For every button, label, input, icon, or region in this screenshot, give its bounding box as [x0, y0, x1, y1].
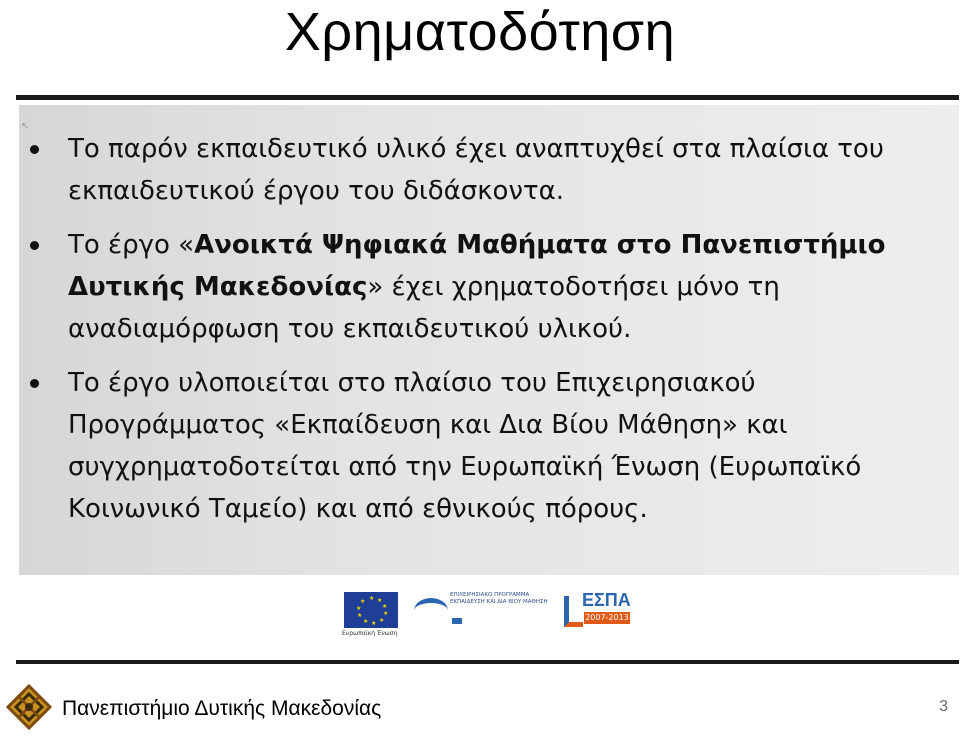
- espa-mark-icon: [564, 596, 583, 627]
- espa-logo: [564, 590, 634, 636]
- bullet-text: Το παρόν εκπαιδευτικό υλικό έχει αναπτυχθεί στα πλαίσια του εκπαιδευτικού έργου του διδάσκοντα.: [68, 134, 884, 206]
- footer-university: Πανεπιστήμιο Δυτικής Μακεδονίας: [62, 697, 382, 720]
- panel-corner-mark: ↖: [21, 121, 30, 132]
- eu-flag-icon: ★ ★ ★ ★ ★ ★ ★ ★ ★ ★: [344, 592, 398, 628]
- university-emblem-icon: [6, 684, 52, 730]
- bullet-dot-icon: [30, 241, 39, 250]
- bullet-dot-icon: [30, 145, 39, 154]
- bullet-item: [30, 128, 930, 212]
- bullet-text-part: » έχει χρηματοδοτήσει μόνο τη αναδιαμόρφωση του εκπαιδευτικού υλικού.: [68, 272, 780, 344]
- eu-caption: Ευρωπαϊκή Ένωση: [342, 630, 398, 637]
- title-divider: [16, 95, 959, 100]
- bullet-list: [30, 128, 930, 542]
- slide-title: Χρηματοδότηση: [284, 2, 676, 62]
- footer-divider: [16, 660, 959, 664]
- operational-program-text: ΕΠΙΧΕΙΡΗΣΙΑΚΟ ΠΡΟΓΡΑΜΜΑ ΕΚΠΑΙΔΕΥΣΗ ΚΑΙ ΔΙΑ ΒΙΟΥ ΜΑΘΗΣΗ: [450, 592, 548, 605]
- espa-word: ΕΣΠΑ: [582, 590, 631, 610]
- bullet-item: [30, 224, 930, 350]
- bullet-text: Το έργο υλοποιείται στο πλαίσιο του Επιχειρησιακού Προγράμματος «Εκπαίδευση και Δια Βίου Μάθηση» και συγχρηματοδοτείται από την Ευρωπαϊκή Ένωση (Ευρωπαϊκό Κοινωνικό Ταμείο) και από εθνικούς πόρους.: [68, 368, 862, 524]
- bullet-text-part: Το έργο «: [68, 230, 195, 260]
- page-number: 3: [939, 698, 948, 715]
- bullet-item: [30, 362, 930, 530]
- funding-logos: [334, 588, 644, 656]
- espa-years: 2007-2013: [585, 613, 629, 622]
- bullet-dot-icon: [30, 379, 39, 388]
- project-name: Ανοικτά Ψηφιακά Μαθήματα στο Πανεπιστήμιο Δυτικής Μακεδονίας: [68, 230, 886, 302]
